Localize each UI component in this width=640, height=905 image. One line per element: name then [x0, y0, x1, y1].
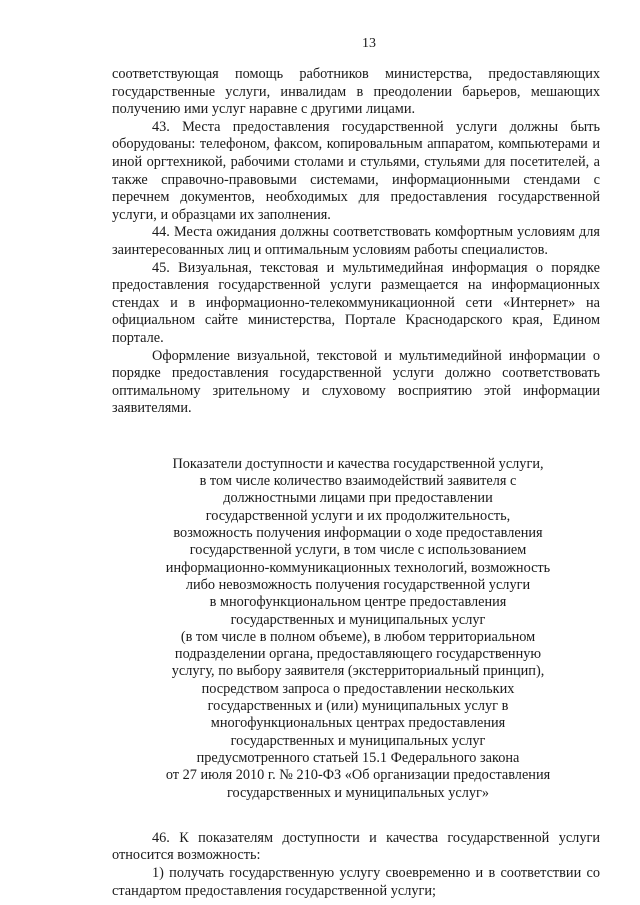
heading-line: государственных и муниципальных услуг	[230, 732, 486, 749]
heading-line: должностными лицами при предоставлении	[223, 490, 493, 507]
heading-line: информационно-коммуникационных технологий, возможность	[165, 559, 551, 576]
heading-line: государственных и муниципальных услуг	[230, 611, 486, 628]
heading-line: от 27 июля 2010 г. № 210-ФЗ «Об организации предоставления	[165, 767, 551, 784]
paragraph: 46. К показателям доступности и качества государственной услуги относится возможность:	[112, 829, 600, 864]
section-heading	[112, 456, 600, 802]
paragraph: 1) получать государственную услугу своевременно и в соответствии со стандартом предоставления государственной услуги;	[112, 865, 600, 899]
heading-line: государственной услуги, в том числе с использованием	[189, 542, 527, 559]
page-number: 13	[362, 36, 376, 51]
body-text-top	[112, 66, 600, 418]
heading-line: в том числе количество взаимодействий заявителя с	[199, 473, 517, 490]
heading-line: посредством запроса о предоставлении нескольких	[201, 680, 515, 697]
heading-line: государственных и муниципальных услуг»	[227, 784, 489, 801]
heading-line: (в том числе в полном объеме), в любом территориальном	[180, 628, 536, 645]
heading-line: услугу, по выбору заявителя (экстерриториальный принцип),	[171, 663, 545, 680]
heading-line: в многофункциональном центре предоставления	[209, 594, 507, 611]
heading-line: предусмотренного статьей 15.1 Федерального закона	[196, 749, 520, 766]
heading-line: Показатели доступности и качества государственной услуги,	[172, 455, 544, 472]
heading-line: государственных и (или) муниципальных услуг в	[207, 698, 509, 715]
body-text-bottom	[112, 830, 600, 900]
paragraph: Оформление визуальной, текстовой и мультимедийной информации о порядке предоставления государственной услуги должно соответствовать оптимальному зрительному и слуховому восприятию этой информации заявителями.	[112, 347, 600, 417]
heading-line: многофункциональных центрах предоставления	[210, 715, 506, 732]
paragraph: 45. Визуальная, текстовая и мультимедийная информация о порядке предоставления государственной услуги размещается на информационных стендах и в информационно-телекоммуникационной сети «Интернет» на официальном сайте министерства, Портале Краснодарского края, Едином портале.	[112, 259, 600, 346]
paragraph: 44. Места ожидания должны соответствовать комфортным условиям для заинтересованных лиц и оптимальным условиям работы специалистов.	[112, 224, 600, 258]
heading-line: либо невозможность получения государственной услуги	[185, 576, 531, 593]
heading-line: подразделении органа, предоставляющего государственную	[174, 646, 542, 663]
heading-line: возможность получения информации о ходе предоставления	[173, 525, 543, 542]
heading-line: государственной услуги и их продолжительность,	[205, 507, 511, 524]
paragraph: соответствующая помощь работников министерства, предоставляющих государственные услуги, инвалидам в преодолении барьеров, мешающих получению ими услуг наравне с другими лицами.	[112, 66, 600, 118]
paragraph: 43. Места предоставления государственной услуги должны быть оборудованы: телефоном, факсом, копировальным аппаратом, компьютерами и иной оргтехникой, рабочими столами и стульями, стульями для посетителей, а также справочно-правовыми системами, информационными стендами с перечнем документов, необходимых для предоставления государственной услуги, и образцами их заполнения.	[112, 118, 600, 223]
